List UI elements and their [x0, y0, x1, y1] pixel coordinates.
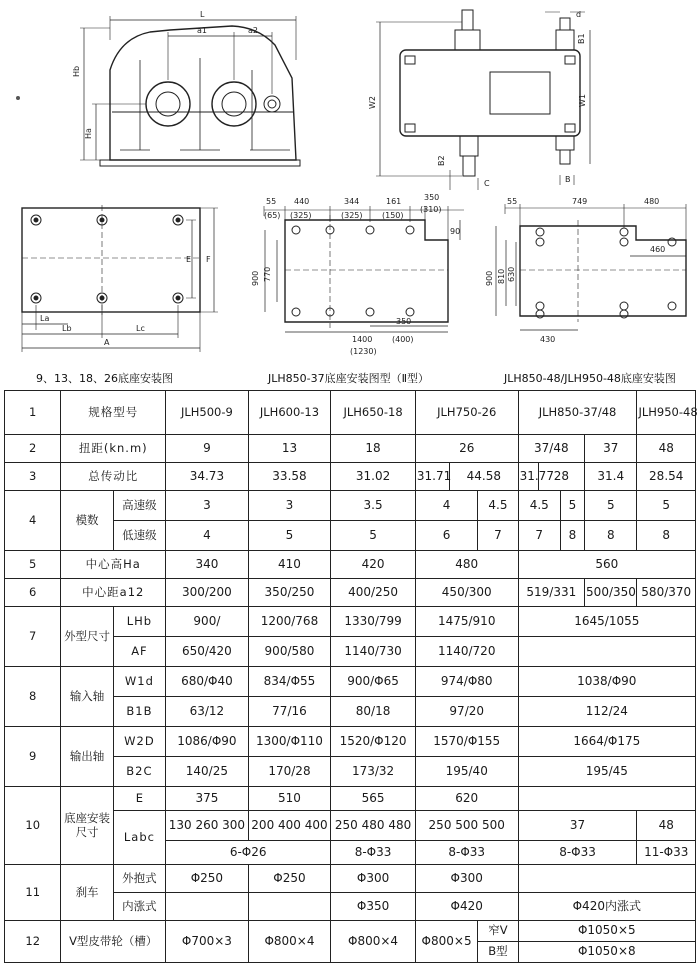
row-label-output-shaft: 输出轴 [61, 727, 113, 787]
cell: 900/Φ65 [331, 667, 416, 697]
dim-L: L [200, 10, 205, 19]
row-label-model: 规格型号 [61, 391, 166, 435]
cell: Φ300 [331, 865, 416, 893]
row-label-torque: 扭距(kn.m) [61, 435, 166, 463]
sub-label: 内涨式 [113, 893, 165, 921]
cell: JLH950-48 [637, 391, 696, 435]
cell: 500/350 [585, 579, 637, 607]
dim-630: 630 [507, 266, 516, 282]
row-label-ratio: 总传动比 [61, 463, 166, 491]
cell: 173/32 [331, 757, 416, 787]
cell: Φ800×4 [248, 921, 331, 963]
dim-430: 430 [540, 335, 556, 344]
table-row [5, 607, 696, 637]
dim-C: C [484, 179, 490, 188]
cell: 170/28 [248, 757, 331, 787]
caption-base-9: 9、13、18、26底座安装图 [36, 372, 173, 385]
cell: 650/420 [166, 637, 249, 667]
empty-cell [518, 787, 695, 811]
cell: 900/580 [248, 637, 331, 667]
cell: 6-Φ26 [166, 841, 331, 865]
dim-1400: 1400 [352, 335, 373, 344]
dim-Lc: Lc [136, 324, 145, 333]
cell: 8-Φ33 [331, 841, 416, 865]
cell: JLH600-13 [248, 391, 331, 435]
row-no: 3 [5, 463, 61, 491]
cell: 250 480 480 [331, 811, 416, 841]
cell: 1140/720 [415, 637, 518, 667]
dim-E: E [186, 255, 192, 264]
row-no: 1 [5, 391, 61, 435]
dim-344: 344 [344, 197, 360, 206]
cell: 510 [248, 787, 331, 811]
dim-55b: 55 [507, 197, 518, 206]
cell: 620 [415, 787, 518, 811]
dim-325b: (325) [341, 211, 363, 220]
cell: 1330/799 [331, 607, 416, 637]
cell: 37 [518, 811, 637, 841]
sub-label: 外抱式 [113, 865, 165, 893]
cell: 519/331 [518, 579, 584, 607]
row-label-center-distance: 中心距a12 [61, 579, 166, 607]
cell: 340 [166, 551, 249, 579]
cell: 11-Φ33 [637, 841, 696, 865]
cell: 300/200 [166, 579, 249, 607]
cell: 48 [637, 811, 696, 841]
cell: 7 [478, 521, 518, 551]
cell: JLH650-18 [331, 391, 416, 435]
row-no: 11 [5, 865, 61, 921]
cell: 4 [415, 491, 477, 521]
caption-base-850-37: JLH850-37底座安装图型（Ⅱ型） [268, 372, 430, 385]
dim-B1: B1 [577, 33, 586, 44]
cell: 1570/Φ155 [415, 727, 518, 757]
cell: 5 [637, 491, 696, 521]
table-row [5, 787, 696, 811]
cell: 140/25 [166, 757, 249, 787]
cell: 9 [166, 435, 249, 463]
cell: 4 [166, 521, 249, 551]
dim-440: 440 [294, 197, 310, 206]
row-no: 9 [5, 727, 61, 787]
cell: 18 [331, 435, 416, 463]
cell: 1664/Φ175 [518, 727, 695, 757]
cell: 250 500 500 [415, 811, 518, 841]
dim-150: (150) [382, 211, 404, 220]
cell: Φ1050×8 [518, 942, 695, 963]
top-view-drawing [376, 10, 590, 190]
technical-drawings [0, 0, 700, 362]
row-no: 6 [5, 579, 61, 607]
base-850-37-drawing [264, 206, 464, 332]
cell: Φ250 [248, 865, 331, 893]
dim-350b: 350 [396, 317, 412, 326]
dim-W2: W2 [368, 96, 377, 109]
cell: 31.77 [518, 463, 538, 491]
cell: Φ800×4 [331, 921, 416, 963]
dim-400: (400) [392, 335, 414, 344]
dim-55: 55 [266, 197, 277, 206]
cell: 974/Φ80 [415, 667, 518, 697]
cell: 1475/910 [415, 607, 518, 637]
cell: 375 [166, 787, 249, 811]
cell: 834/Φ55 [248, 667, 331, 697]
empty-cell [518, 865, 695, 893]
row-label-v-pulley: V型皮带轮（槽） [61, 921, 166, 963]
row-no: 2 [5, 435, 61, 463]
cell: Φ300 [415, 865, 518, 893]
table-row [5, 491, 696, 521]
cell: 1140/730 [331, 637, 416, 667]
drawing-canvas [0, 0, 700, 362]
cell: 200 400 400 [248, 811, 331, 841]
cell: 31.71 [415, 463, 449, 491]
cell: 4.5 [518, 491, 560, 521]
dim-325a: (325) [290, 211, 312, 220]
row-no: 4 [5, 491, 61, 551]
dim-a1: a1 [197, 26, 207, 35]
dim-310: (310) [420, 205, 442, 214]
cell: 48 [637, 435, 696, 463]
dim-770: 770 [263, 266, 272, 282]
sub-label: AF [113, 637, 165, 667]
label-line-1: 底座安装 [64, 811, 111, 826]
sub-label: Labc [113, 811, 165, 865]
cell: 44.58 [450, 463, 519, 491]
cell: 80/18 [331, 697, 416, 727]
row-no: 8 [5, 667, 61, 727]
table-row [5, 435, 696, 463]
cell: 13 [248, 435, 331, 463]
cell: 480 [415, 551, 518, 579]
cell: 450/300 [415, 579, 518, 607]
dim-65: (65) [264, 211, 281, 220]
caption-base-850-48: JLH850-48/JLH950-48底座安装图 [504, 372, 676, 385]
table-row [5, 921, 696, 942]
cell: 1645/1055 [518, 607, 695, 637]
belt-type: 窄V [478, 921, 518, 942]
cell: Φ1050×5 [518, 921, 695, 942]
cell: 5 [331, 521, 416, 551]
dim-900b: 900 [485, 270, 494, 286]
sub-label: 高速级 [113, 491, 165, 521]
cell: 28 [538, 463, 584, 491]
dim-1230: (1230) [350, 347, 377, 356]
cell: Φ800×5 [415, 921, 477, 963]
row-label-base-mount [61, 787, 113, 865]
cell: 37 [585, 435, 637, 463]
cell: 63/12 [166, 697, 249, 727]
sub-label: W2D [113, 727, 165, 757]
dim-A: A [104, 338, 110, 347]
row-label-input-shaft: 输入轴 [61, 667, 113, 727]
table-row [5, 391, 696, 435]
cell: 420 [331, 551, 416, 579]
row-no: 7 [5, 607, 61, 667]
dim-Hb: Hb [72, 65, 81, 77]
dim-350: 350 [424, 193, 440, 202]
cell: 130 260 300 [166, 811, 249, 841]
table-row [5, 551, 696, 579]
cell: JLH850-37/48 [518, 391, 637, 435]
dim-900: 900 [251, 270, 260, 286]
cell: 31.4 [585, 463, 637, 491]
cell: 565 [331, 787, 416, 811]
row-label-outline: 外型尺寸 [61, 607, 113, 667]
row-label-center-height: 中心高Ha [61, 551, 166, 579]
cell: 1038/Φ90 [518, 667, 695, 697]
sub-label: LHb [113, 607, 165, 637]
base-9-drawing [22, 205, 218, 352]
sub-label: B2C [113, 757, 165, 787]
cell: Φ350 [331, 893, 416, 921]
cell: 26 [415, 435, 518, 463]
table-row [5, 667, 696, 697]
cell: 5 [248, 521, 331, 551]
dim-d: d [576, 10, 582, 19]
specification-table [4, 390, 696, 963]
cell: Φ420 [415, 893, 518, 921]
cell: 3 [248, 491, 331, 521]
cell: 77/16 [248, 697, 331, 727]
dim-F: F [206, 255, 211, 264]
dim-161: 161 [386, 197, 402, 206]
empty-cell [518, 637, 695, 667]
row-no: 12 [5, 921, 61, 963]
cell: 400/250 [331, 579, 416, 607]
dim-a2: a2 [248, 26, 258, 35]
cell: 28.54 [637, 463, 696, 491]
cell: 8-Φ33 [415, 841, 518, 865]
dim-Lb: Lb [62, 324, 72, 333]
dim-480: 480 [644, 197, 660, 206]
belt-type: B型 [478, 942, 518, 963]
cell: 1086/Φ90 [166, 727, 249, 757]
row-label-brake: 刹车 [61, 865, 113, 921]
cell: 1520/Φ120 [331, 727, 416, 757]
table-row [5, 463, 696, 491]
cell: 34.73 [166, 463, 249, 491]
cell: Φ420内涨式 [518, 893, 695, 921]
cell: 410 [248, 551, 331, 579]
cell: 8 [560, 521, 584, 551]
cell: 3.5 [331, 491, 416, 521]
empty-cell [248, 893, 331, 921]
cell: 4.5 [478, 491, 518, 521]
cell: 5 [585, 491, 637, 521]
label-line-2: 尺寸 [75, 824, 99, 839]
table-row [5, 727, 696, 757]
sub-label: E [113, 787, 165, 811]
table-row [5, 579, 696, 607]
cell: 8-Φ33 [518, 841, 637, 865]
cell: 195/40 [415, 757, 518, 787]
cell: 33.58 [248, 463, 331, 491]
cell: JLH750-26 [415, 391, 518, 435]
sub-label: W1d [113, 667, 165, 697]
sub-label: B1B [113, 697, 165, 727]
cell: 350/250 [248, 579, 331, 607]
cell: 6 [415, 521, 477, 551]
dim-Ha: Ha [84, 128, 93, 139]
table-row [5, 865, 696, 893]
dim-460: 460 [650, 245, 666, 254]
side-view-drawing [16, 16, 300, 166]
cell: 1200/768 [248, 607, 331, 637]
cell: 5 [560, 491, 584, 521]
dim-810: 810 [497, 268, 506, 284]
cell: 31.02 [331, 463, 416, 491]
dim-W1: W1 [578, 94, 587, 107]
cell: Φ700×3 [166, 921, 249, 963]
dim-B: B [565, 175, 571, 184]
dim-La: La [40, 314, 50, 323]
cell: Φ250 [166, 865, 249, 893]
dim-90: 90 [450, 227, 461, 236]
cell: 7 [518, 521, 560, 551]
row-label-module: 模数 [61, 491, 113, 551]
cell: JLH500-9 [166, 391, 249, 435]
cell: 680/Φ40 [166, 667, 249, 697]
cell: 112/24 [518, 697, 695, 727]
cell: 97/20 [415, 697, 518, 727]
cell: 195/45 [518, 757, 695, 787]
cell: 37/48 [518, 435, 584, 463]
cell: 1300/Φ110 [248, 727, 331, 757]
sub-label: 低速级 [113, 521, 165, 551]
cell: 3 [166, 491, 249, 521]
cell: 8 [637, 521, 696, 551]
cell: 560 [518, 551, 695, 579]
cell: 580/370 [637, 579, 696, 607]
cell: 8 [585, 521, 637, 551]
base-850-48-drawing [496, 204, 686, 330]
dim-B2: B2 [437, 155, 446, 166]
cell: 900/ [166, 607, 249, 637]
row-no: 5 [5, 551, 61, 579]
row-no: 10 [5, 787, 61, 865]
empty-cell [166, 893, 249, 921]
dim-749: 749 [572, 197, 588, 206]
